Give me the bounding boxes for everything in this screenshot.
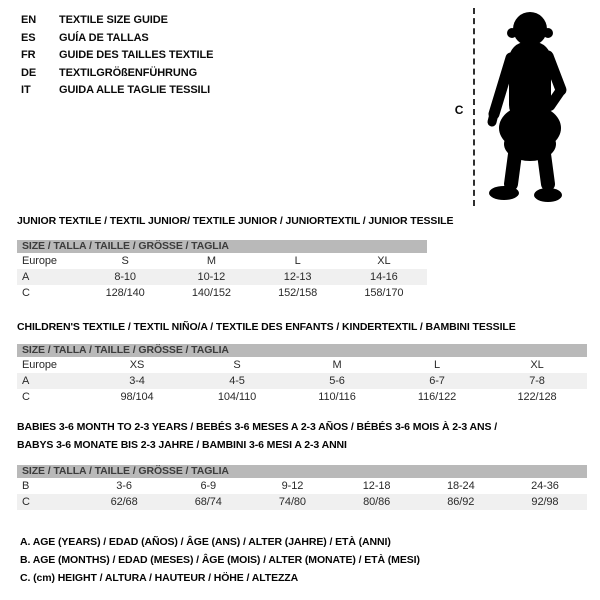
age-cell: 4-5 bbox=[229, 375, 245, 387]
table-row-height-cm bbox=[17, 389, 587, 405]
height-cell: 74/80 bbox=[278, 496, 306, 508]
height-cell: 92/98 bbox=[531, 496, 559, 508]
row-label: C bbox=[22, 287, 30, 299]
language-code: FR bbox=[21, 49, 36, 62]
height-cell: 152/158 bbox=[278, 287, 318, 299]
height-measure-label: C bbox=[454, 103, 464, 117]
guide-title-de: TEXTILGRÖßENFÜHRUNG bbox=[59, 66, 198, 79]
age-cell: 6-7 bbox=[429, 375, 445, 387]
size-cell: S bbox=[121, 255, 129, 267]
table-title-junior: JUNIOR TEXTILE / TEXTIL JUNIOR/ TEXTILE JUNIOR / JUNIORTEXTIL / JUNIOR TESSILE bbox=[17, 215, 454, 227]
row-label: C bbox=[22, 496, 30, 508]
age-cell: 10-12 bbox=[197, 271, 226, 283]
age-cell: 9-12 bbox=[281, 480, 304, 492]
age-cell: 14-16 bbox=[370, 271, 398, 283]
table-row-age-years bbox=[17, 269, 427, 285]
age-cell: 12-18 bbox=[362, 480, 391, 492]
footnote-height-cm: C. (cm) HEIGHT / ALTURA / HAUTEUR / HÖHE / ALTEZZA bbox=[20, 572, 299, 584]
height-cell: 86/92 bbox=[447, 496, 475, 508]
height-cell: 110/116 bbox=[318, 391, 356, 403]
age-cell: 18-24 bbox=[446, 480, 475, 492]
guide-title-fr: GUIDE DES TAILLES TEXTILE bbox=[59, 49, 214, 62]
table-row-age-years bbox=[17, 373, 587, 389]
size-header-bar: SIZE / TALLA / TAILLE / GRÖSSE / TAGLIA bbox=[17, 240, 427, 253]
language-code: IT bbox=[21, 84, 31, 97]
table-row-europe bbox=[17, 357, 587, 373]
language-code: ES bbox=[21, 31, 36, 44]
table-row-height-cm bbox=[17, 285, 427, 301]
table-row-age-months bbox=[17, 478, 587, 494]
footnote-age-months: B. AGE (MONTHS) / EDAD (MESES) / ÂGE (MOIS) / ALTER (MONATE) / ETÀ (MESI) bbox=[20, 554, 420, 566]
size-header-bar: SIZE / TALLA / TAILLE / GRÖSSE / TAGLIA bbox=[17, 465, 587, 478]
size-cell: M bbox=[206, 255, 216, 267]
footnote-age-years: A. AGE (YEARS) / EDAD (AÑOS) / ÂGE (ANS) / ALTER (JAHRE) / ETÀ (ANNI) bbox=[20, 536, 391, 548]
language-row-it bbox=[21, 82, 213, 100]
size-cell: XL bbox=[377, 255, 391, 267]
height-cell: 68/74 bbox=[194, 496, 222, 508]
table-title-babies-line1: BABIES 3-6 MONTH TO 2-3 YEARS / BEBÉS 3-6 MESES A 2-3 AÑOS / BÉBÉS 3-6 MOIS À 2-3 ANS / bbox=[17, 421, 498, 433]
language-row-en bbox=[21, 12, 213, 30]
language-code: DE bbox=[21, 66, 37, 79]
guide-title-en: TEXTILE SIZE GUIDE bbox=[59, 14, 168, 26]
age-cell: 3-4 bbox=[129, 375, 145, 387]
language-row-de bbox=[21, 65, 213, 83]
age-cell: 7-8 bbox=[529, 375, 545, 387]
row-label: B bbox=[22, 480, 30, 492]
size-cell: XL bbox=[530, 359, 544, 371]
size-table-junior bbox=[17, 240, 427, 301]
guide-title-it: GUIDA ALLE TAGLIE TESSILI bbox=[59, 84, 211, 97]
age-cell: 12-13 bbox=[283, 271, 312, 283]
row-label: Europe bbox=[22, 359, 57, 371]
age-cell: 5-6 bbox=[329, 375, 345, 387]
age-cell: 6-9 bbox=[200, 480, 217, 492]
height-measure-dashed-line bbox=[473, 8, 475, 206]
size-table-children bbox=[17, 344, 587, 405]
age-cell: 24-36 bbox=[531, 480, 559, 492]
language-code: EN bbox=[21, 14, 37, 26]
size-table-babies bbox=[17, 465, 587, 510]
height-cell: 104/110 bbox=[217, 391, 257, 403]
height-cell: 80/86 bbox=[363, 496, 391, 508]
size-cell: L bbox=[433, 359, 441, 371]
row-label: A bbox=[22, 375, 30, 387]
table-row-height-cm bbox=[17, 494, 587, 510]
height-cell: 128/140 bbox=[105, 287, 145, 299]
row-label: C bbox=[22, 391, 30, 403]
height-cell: 62/68 bbox=[110, 496, 138, 508]
size-cell: M bbox=[332, 359, 342, 371]
height-cell: 122/128 bbox=[517, 391, 557, 403]
height-cell: 116/122 bbox=[417, 391, 457, 403]
language-title-list bbox=[21, 12, 213, 100]
language-row-es bbox=[21, 30, 213, 48]
table-row-europe bbox=[17, 253, 427, 269]
table-title-children: CHILDREN'S TEXTILE / TEXTIL NIÑO/A / TEXTILE DES ENFANTS / KINDERTEXTIL / BAMBINI TESSILE bbox=[17, 321, 516, 333]
height-cell: 158/170 bbox=[364, 287, 404, 299]
age-cell: 8-10 bbox=[114, 271, 136, 283]
row-label: Europe bbox=[22, 255, 57, 267]
size-cell: L bbox=[294, 255, 301, 267]
size-header-bar: SIZE / TALLA / TAILLE / GRÖSSE / TAGLIA bbox=[17, 344, 587, 357]
table-title-babies-line2: BABYS 3-6 MONATE BIS 2-3 JAHRE / BAMBINI 3-6 MESI A 2-3 ANNI bbox=[17, 439, 347, 451]
size-cell: XS bbox=[129, 359, 145, 371]
age-cell: 3-6 bbox=[116, 480, 132, 492]
row-label: A bbox=[22, 271, 30, 283]
height-cell: 98/104 bbox=[120, 391, 154, 403]
height-cell: 140/152 bbox=[191, 287, 231, 299]
size-cell: S bbox=[233, 359, 241, 371]
language-row-fr bbox=[21, 47, 213, 65]
guide-title-es: GUÍA DE TALLAS bbox=[59, 31, 149, 44]
baby-silhouette-icon bbox=[484, 6, 576, 206]
